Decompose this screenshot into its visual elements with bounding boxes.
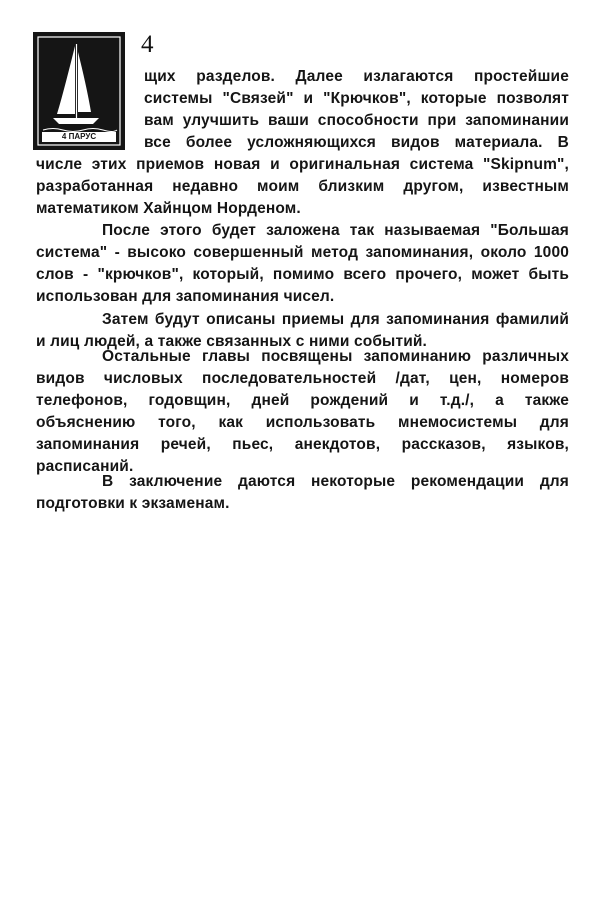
text-line: запоминания речей, пьес, анекдотов, рассказов, языков, — [36, 436, 569, 453]
text-line: видов числовых последовательностей /дат, цен, номеров — [36, 370, 569, 387]
text-line: слов - "крючков", который, помимо всего прочего, может быть — [36, 266, 569, 283]
text-line: объяснению того, как использовать мнемосистемы для — [36, 414, 569, 431]
paragraph-5 — [36, 471, 569, 515]
text-line: Остальные главы посвящены запоминанию различных — [102, 348, 569, 365]
text-line: щих разделов. Далее излагаются простейшие — [144, 68, 569, 85]
text-line: система" - высоко совершенный метод запоминания, около 1000 — [36, 244, 569, 261]
paragraph-4 — [36, 346, 569, 478]
sailboat-logo-icon — [33, 32, 125, 150]
text-line: подготовки к экзаменам. — [36, 495, 230, 512]
text-line: все более усложняющихся видов материала. В — [144, 134, 569, 151]
logo-caption: 4 ПАРУС — [61, 132, 97, 141]
paragraph-1-bottom — [36, 154, 569, 220]
text-line: После этого будет заложена так называемая "Большая — [102, 222, 569, 239]
paragraph-2 — [36, 220, 569, 308]
text-line: математиком Хайнцом Норденом. — [36, 200, 301, 217]
text-line: расписаний. — [36, 458, 134, 475]
text-line: В заключение даются некоторые рекомендации для — [102, 473, 569, 490]
paragraph-1-top — [144, 66, 569, 154]
text-line: использован для запоминания чисел. — [36, 288, 335, 305]
text-line: телефонов, годовщин, дней рождений и т.д./, а также — [36, 392, 569, 409]
text-line: Затем будут описаны приемы для запоминания фамилий — [102, 311, 569, 328]
text-line: системы "Связей" и "Крючков", которые позволят — [144, 90, 569, 107]
text-line: вам улучшить ваши способности при запоминании — [144, 112, 569, 129]
page-number: 4 — [141, 31, 154, 58]
text-line: числе этих приемов новая и оригинальная система "Skipnum", — [36, 156, 569, 173]
text-line: разработанная недавно моим близким другом, известным — [36, 178, 569, 195]
text-line: и лиц людей, а также связанных с ними событий. — [36, 333, 428, 350]
